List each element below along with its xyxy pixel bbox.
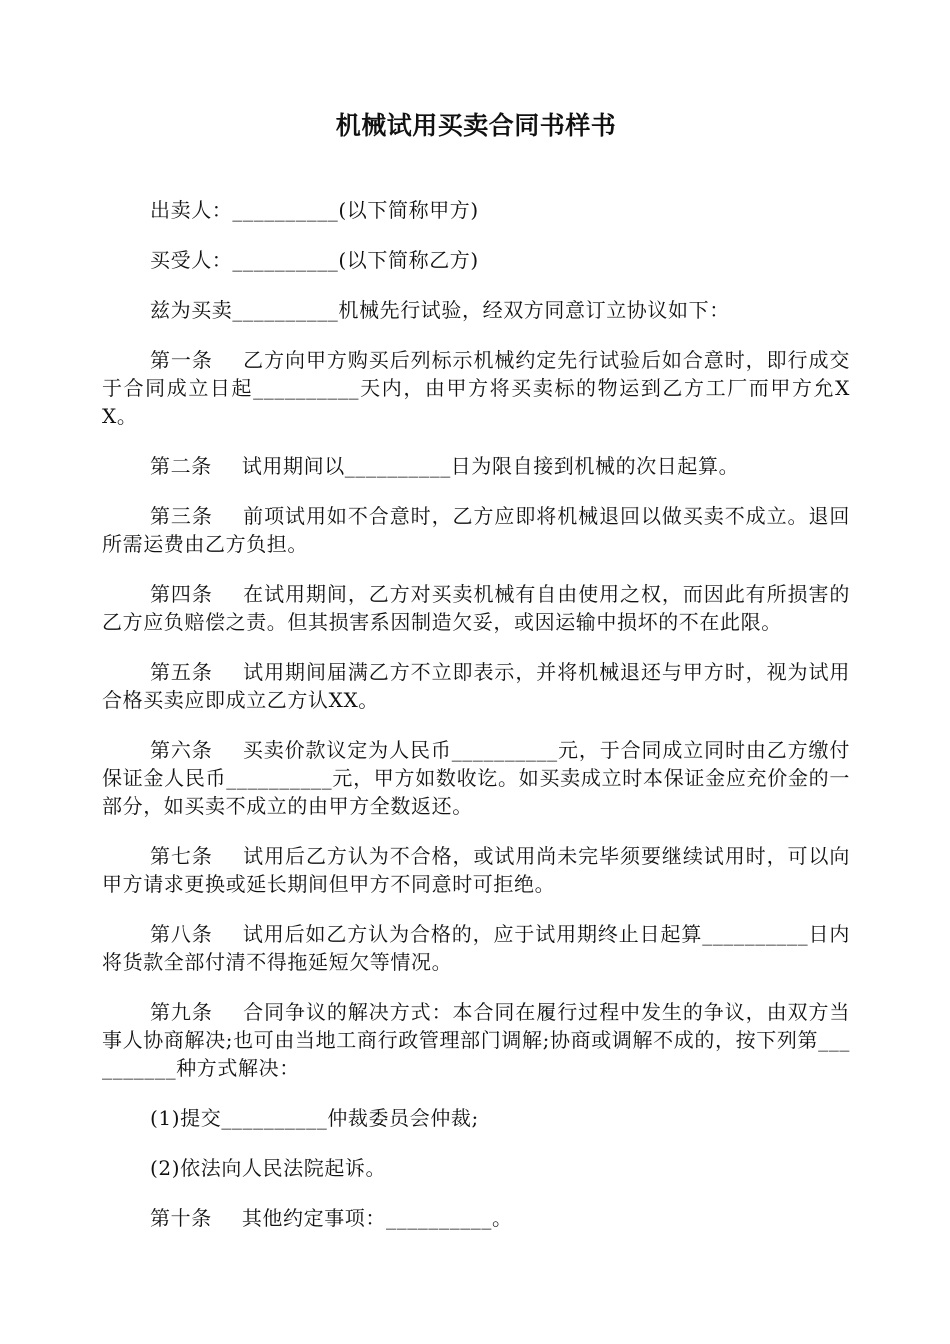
option-1: (1)提交__________仲裁委员会仲裁; [150,1106,479,1130]
article-6-text: 买卖价款议定为人民币__________元，于合同成立同时由乙方缴付保证金人民币__________元，甲方如数收讫。如买卖成立时本保证金应充价金的一部分，如买卖不成立的由甲方全数返还。 [102,738,850,818]
article-8 [102,920,850,976]
article-8-text: 试用后如乙方认为合格的，应于试用期终止日起算__________日内将货款全部付清不得拖延短欠等情况。 [102,922,850,974]
article-9-label: 第九条 [150,1000,213,1024]
article-6-label: 第六条 [150,738,213,762]
article-1 [102,346,850,430]
article-10-label: 第十条 [150,1206,212,1230]
article-2-text: 试用期间以__________日为限自接到机械的次日起算。 [241,454,740,478]
document-body [102,196,850,1254]
article-10 [102,1204,850,1232]
article-9 [102,998,850,1082]
article-2 [102,452,850,480]
article-4-label: 第四条 [150,582,213,606]
intro-line: 兹为买卖__________机械先行试验，经双方同意订立协议如下： [150,298,730,322]
article-3 [102,502,850,558]
article-5 [102,658,850,714]
article-1-label: 第一条 [150,348,213,372]
article-1-text: 乙方向甲方购买后列标示机械约定先行试验后如合意时，即行成交于合同成立日起__________天内，由甲方将买卖标的物运到乙方工厂而甲方允XX。 [102,348,850,428]
article-7-label: 第七条 [150,844,213,868]
article-4-text: 在试用期间，乙方对买卖机械有自由使用之权，而因此有所损害的乙方应负赔偿之责。但其损害系因制造欠妥，或因运输中损坏的不在此限。 [102,582,850,634]
article-2-label: 第二条 [150,454,212,478]
article-7-text: 试用后乙方认为不合格，或试用尚未完毕须要继续试用时，可以向甲方请求更换或延长期间但甲方不同意时可拒绝。 [102,844,850,896]
article-5-label: 第五条 [150,660,213,684]
article-8-label: 第八条 [150,922,213,946]
article-3-text: 前项试用如不合意时，乙方应即将机械退回以做买卖不成立。退回所需运费由乙方负担。 [102,504,850,556]
option-2: (2)依法向人民法院起诉。 [150,1156,387,1180]
article-9-text: 合同争议的解决方式：本合同在履行过程中发生的争议，由双方当事人协商解决;也可由当地工商行政管理部门调解;协商或调解不成的，按下列第__________种方式解决： [102,1000,850,1080]
article-7 [102,842,850,898]
seller-line: 出卖人：__________(以下简称甲方) [150,198,479,222]
article-6 [102,736,850,820]
article-5-text: 试用期间届满乙方不立即表示，并将机械退还与甲方时，视为试用合格买卖应即成立乙方认XX。 [102,660,850,712]
buyer-line: 买受人：__________(以下简称乙方) [150,248,479,272]
document-title: 机械试用买卖合同书样书 [335,111,617,140]
article-4 [102,580,850,636]
article-10-text: 其他约定事项：__________。 [241,1206,513,1230]
article-3-label: 第三条 [150,504,213,528]
